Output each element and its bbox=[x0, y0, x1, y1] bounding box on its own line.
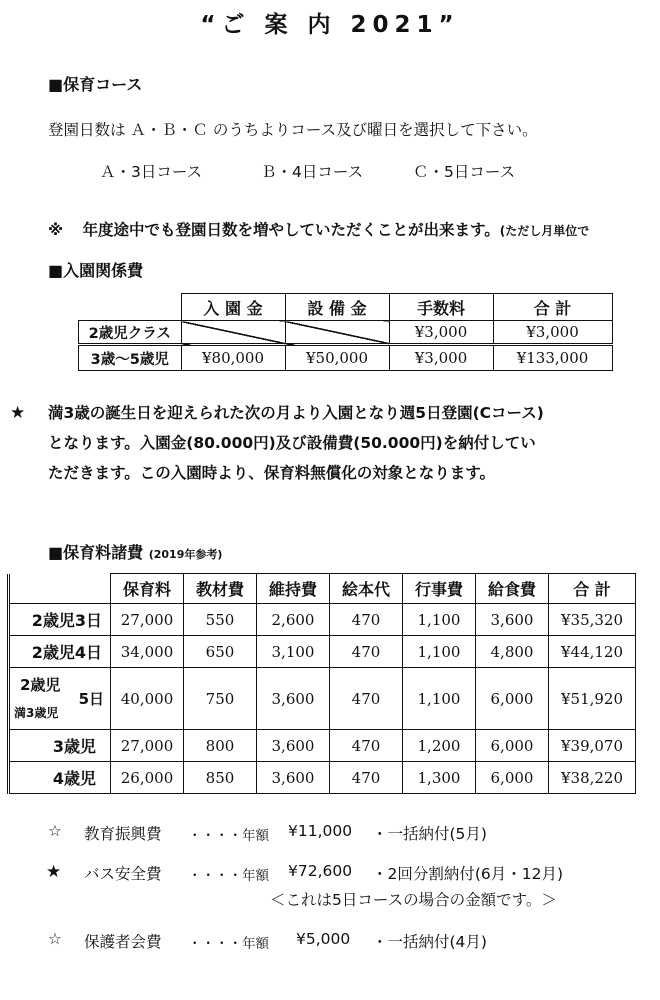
fee-name: バス安全費 bbox=[84, 865, 162, 883]
row-label: 2歳児クラス bbox=[79, 321, 182, 345]
fees-heading-note: (2019年参考) bbox=[148, 548, 223, 561]
table-cell: 470 bbox=[330, 730, 403, 762]
table-cell: 470 bbox=[330, 762, 403, 794]
row-label bbox=[9, 668, 111, 730]
fee-payment: ・一括納付(4月) bbox=[372, 933, 487, 951]
table-cell: ¥50,000 bbox=[285, 345, 389, 371]
white-star-icon: ☆ bbox=[48, 822, 62, 840]
row-label-side: 5日 bbox=[78, 690, 104, 708]
table-row bbox=[9, 636, 636, 668]
table-cell: ¥3,000 bbox=[389, 345, 493, 371]
table-cell: ¥44,120 bbox=[549, 636, 636, 668]
entry-col-header: 設 備 金 bbox=[285, 294, 389, 321]
entry-fee-table bbox=[78, 293, 613, 371]
bus-fee-note: ＜これは5日コースの場合の金額です。＞ bbox=[270, 891, 557, 909]
fee-amount: ¥5,000 bbox=[296, 930, 351, 948]
table-row bbox=[9, 730, 636, 762]
fee-amount: ¥11,000 bbox=[288, 822, 353, 840]
fee-name: 保護者会費 bbox=[84, 933, 162, 951]
fee-amount: ¥72,600 bbox=[288, 862, 353, 880]
table-cell: 470 bbox=[330, 636, 403, 668]
fee-name: 教育振興費 bbox=[84, 825, 162, 843]
table-cell: 800 bbox=[184, 730, 257, 762]
note-text: 年度途中でも登園日数を増やしていただくことが出来ます。 bbox=[82, 221, 500, 239]
fees-col-header: 教材費 bbox=[184, 574, 257, 604]
table-cell: 1,300 bbox=[403, 762, 476, 794]
table-cell: 1,100 bbox=[403, 636, 476, 668]
table-cell: 1,100 bbox=[403, 668, 476, 730]
black-star-icon: ★ bbox=[46, 862, 62, 882]
table-cell: ¥35,320 bbox=[549, 604, 636, 636]
table-cell: ¥38,220 bbox=[549, 762, 636, 794]
table-cell: 3,600 bbox=[257, 762, 330, 794]
table-cell: ¥51,920 bbox=[549, 668, 636, 730]
fees-table bbox=[7, 573, 636, 794]
star-note-line: となります。入園金(80.000円)及び設備費(50.000円)を納付してい bbox=[48, 434, 536, 452]
entry-col-header: 合 計 bbox=[493, 294, 612, 321]
table-cell: 6,000 bbox=[476, 762, 549, 794]
row-label: 2歳児3日 bbox=[9, 604, 111, 636]
table-cell: 6,000 bbox=[476, 668, 549, 730]
fee-payment: ・一括納付(5月) bbox=[372, 825, 487, 843]
table-cell: 1,200 bbox=[403, 730, 476, 762]
table-cell: 1,100 bbox=[403, 604, 476, 636]
fee-dots: ・・・・年額 bbox=[188, 828, 269, 844]
table-cell: ¥3,000 bbox=[389, 321, 493, 345]
fees-col-header: 行事費 bbox=[403, 574, 476, 604]
fees-col-header: 合 計 bbox=[549, 574, 636, 604]
star-note bbox=[48, 398, 544, 488]
course-b: Ｂ・4日コース bbox=[261, 163, 364, 181]
row-label: 3歳～5歳児 bbox=[79, 345, 182, 371]
table-cell: 27,000 bbox=[111, 604, 184, 636]
table-cell: 4,800 bbox=[476, 636, 549, 668]
fee-dots: ・・・・年額 bbox=[188, 936, 269, 952]
course-c: Ｃ・5日コース bbox=[413, 163, 516, 181]
table-cell: 27,000 bbox=[111, 730, 184, 762]
star-note-line: ただきます。この入園時より、保育料無償化の対象となります。 bbox=[48, 464, 496, 482]
row-label-bottom: 満3歳児 bbox=[14, 706, 59, 720]
table-cell: ¥3,000 bbox=[493, 321, 612, 345]
table-cell: 3,100 bbox=[257, 636, 330, 668]
table-cell: 3,600 bbox=[476, 604, 549, 636]
table-cell: ¥133,000 bbox=[493, 345, 612, 371]
fees-col-header: 給食費 bbox=[476, 574, 549, 604]
fees-col-header: 絵本代 bbox=[330, 574, 403, 604]
fee-bus bbox=[0, 862, 660, 886]
table-cell: 34,000 bbox=[111, 636, 184, 668]
fee-dots: ・・・・年額 bbox=[188, 868, 269, 884]
table-row bbox=[79, 345, 613, 371]
entry-col-header: 手数料 bbox=[389, 294, 493, 321]
course-a: Ａ・3日コース bbox=[100, 163, 203, 181]
note-suffix: (ただし月単位で bbox=[499, 224, 590, 238]
table-row bbox=[79, 321, 613, 345]
fee-education bbox=[0, 822, 660, 846]
table-row bbox=[9, 668, 636, 730]
entry-heading: ■入園関係費 bbox=[48, 261, 144, 280]
table-cell: 3,600 bbox=[257, 730, 330, 762]
fees-col-header: 維持費 bbox=[257, 574, 330, 604]
black-star-icon: ★ bbox=[10, 403, 26, 423]
table-cell: 650 bbox=[184, 636, 257, 668]
table-cell: 2,600 bbox=[257, 604, 330, 636]
table-cell: 40,000 bbox=[111, 668, 184, 730]
star-note-line: 満3歳の誕生日を迎えられた次の月より入園となり週5日登園(Cコース) bbox=[48, 404, 544, 422]
table-cell: 3,600 bbox=[257, 668, 330, 730]
course-heading: ■保育コース bbox=[48, 75, 143, 94]
row-label-top: 2歳児 bbox=[20, 676, 61, 694]
row-label: 2歳児4日 bbox=[9, 636, 111, 668]
table-cell: 750 bbox=[184, 668, 257, 730]
table-cell: 26,000 bbox=[111, 762, 184, 794]
fee-parents bbox=[0, 930, 660, 954]
empty-cell bbox=[181, 321, 285, 345]
table-cell: 470 bbox=[330, 668, 403, 730]
note-mark: ※ bbox=[48, 221, 64, 239]
course-note bbox=[48, 218, 589, 240]
fee-payment: ・2回分割納付(6月・12月) bbox=[372, 865, 564, 883]
table-cell: 550 bbox=[184, 604, 257, 636]
white-star-icon: ☆ bbox=[48, 930, 62, 948]
table-cell: ¥80,000 bbox=[181, 345, 285, 371]
fees-col-header: 保育料 bbox=[111, 574, 184, 604]
fees-heading-text: ■保育料諸費 bbox=[48, 543, 144, 562]
course-description: 登園日数は Ａ・Ｂ・Ｃ のうちよりコース及び曜日を選択して下さい。 bbox=[48, 121, 538, 139]
empty-cell bbox=[285, 321, 389, 345]
row-label: 4歳児 bbox=[9, 762, 111, 794]
fees-heading bbox=[48, 540, 222, 563]
table-cell: 850 bbox=[184, 762, 257, 794]
table-row bbox=[9, 604, 636, 636]
table-cell: 470 bbox=[330, 604, 403, 636]
table-row bbox=[9, 762, 636, 794]
course-list bbox=[0, 160, 660, 184]
table-cell: 6,000 bbox=[476, 730, 549, 762]
entry-col-header: 入 園 金 bbox=[181, 294, 285, 321]
table-cell: ¥39,070 bbox=[549, 730, 636, 762]
page-title: “ご 案 内 2021” bbox=[200, 12, 460, 38]
row-label: 3歳児 bbox=[9, 730, 111, 762]
